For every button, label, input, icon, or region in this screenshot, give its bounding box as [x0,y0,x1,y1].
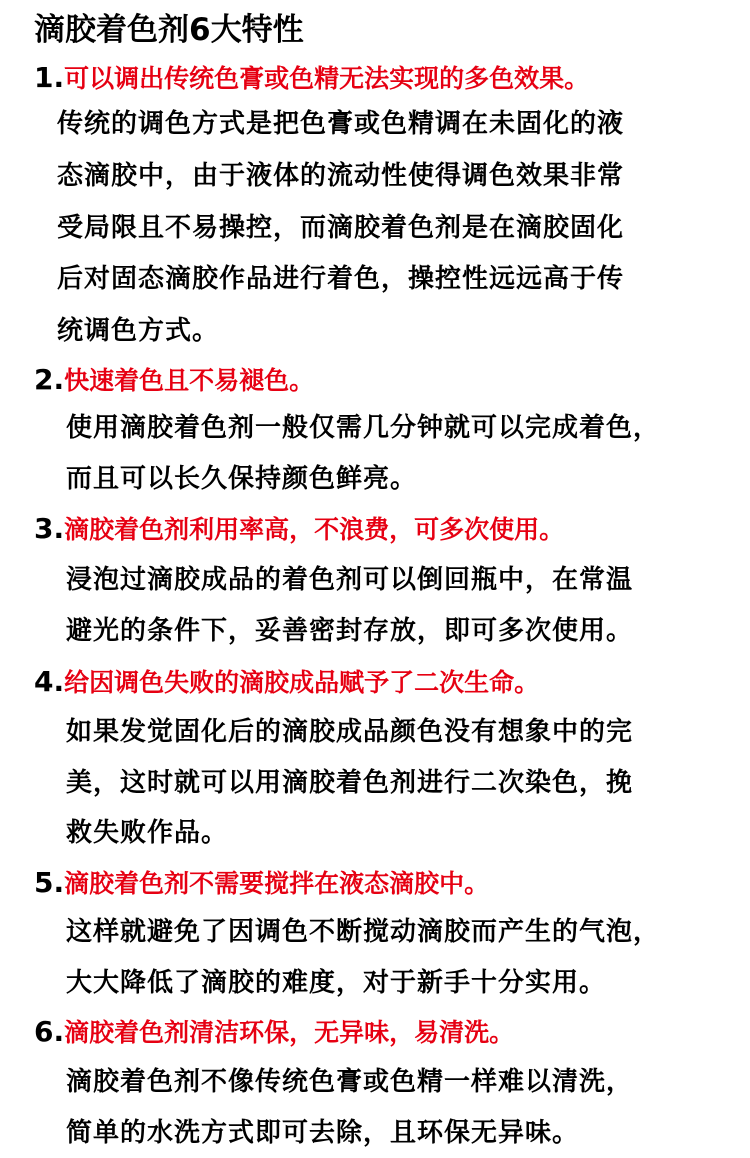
feature-heading-1 [34,58,589,98]
feature-heading-2 [34,360,314,400]
feature-body-line: 如果发觉固化后的滴胶成品颜色没有想象中的完 [66,717,634,747]
feature-body-line: 而且可以长久保持颜色鲜亮。 [66,464,418,494]
feature-body-line: 态滴胶中，由于液体的流动性使得调色效果非常 [57,161,625,191]
feature-heading-text: 滴胶着色剂利用率高，不浪费，可多次使用。 [64,515,565,544]
feature-body-line: 统调色方式。 [57,316,220,346]
feature-body-line: 滴胶着色剂不像传统色膏或色精一样难以清洗， [66,1067,634,1097]
feature-number: 5. [34,866,65,899]
feature-heading-5 [34,863,489,903]
feature-body-line: 使用滴胶着色剂一般仅需几分钟就可以完成着色， [66,413,661,443]
feature-body-line: 大大降低了滴胶的难度，对于新手十分实用。 [66,968,607,998]
feature-heading-text: 快速着色且不易褪色。 [64,366,315,395]
feature-body-line: 这样就避免了因调色不断搅动滴胶而产生的气泡， [66,917,661,947]
feature-heading-4 [34,662,539,702]
feature-heading-text: 给因调色失败的滴胶成品赋予了二次生命。 [64,668,540,697]
feature-body-line: 浸泡过滴胶成品的着色剂可以倒回瓶中，在常温 [66,565,634,595]
feature-heading-text: 可以调出传统色膏或色精无法实现的多色效果。 [64,64,590,93]
feature-body-line: 救失败作品。 [66,818,229,848]
feature-heading-6 [34,1012,514,1052]
feature-body-line: 传统的调色方式是把色膏或色精调在未固化的液 [57,109,625,139]
feature-heading-text: 滴胶着色剂不需要搅拌在液态滴胶中。 [64,869,490,898]
page-title: 滴胶着色剂6大特性 [34,12,304,48]
feature-number: 2. [34,363,65,396]
feature-number: 6. [34,1015,65,1048]
feature-body-line: 美，这时就可以用滴胶着色剂进行二次染色，挽 [66,768,634,798]
feature-number: 3. [34,512,65,545]
feature-heading-3 [34,509,564,549]
feature-number: 1. [34,61,65,94]
feature-body-line: 简单的水洗方式即可去除，且环保无异味。 [66,1118,580,1148]
feature-body-line: 避光的条件下，妥善密封存放，即可多次使用。 [66,616,634,646]
feature-number: 4. [34,665,65,698]
feature-body-line: 后对固态滴胶作品进行着色，操控性远远高于传 [57,264,625,294]
feature-body-line: 受局限且不易操控，而滴胶着色剂是在滴胶固化 [57,213,625,243]
feature-heading-text: 滴胶着色剂清洁环保，无异味，易清洗。 [64,1018,515,1047]
